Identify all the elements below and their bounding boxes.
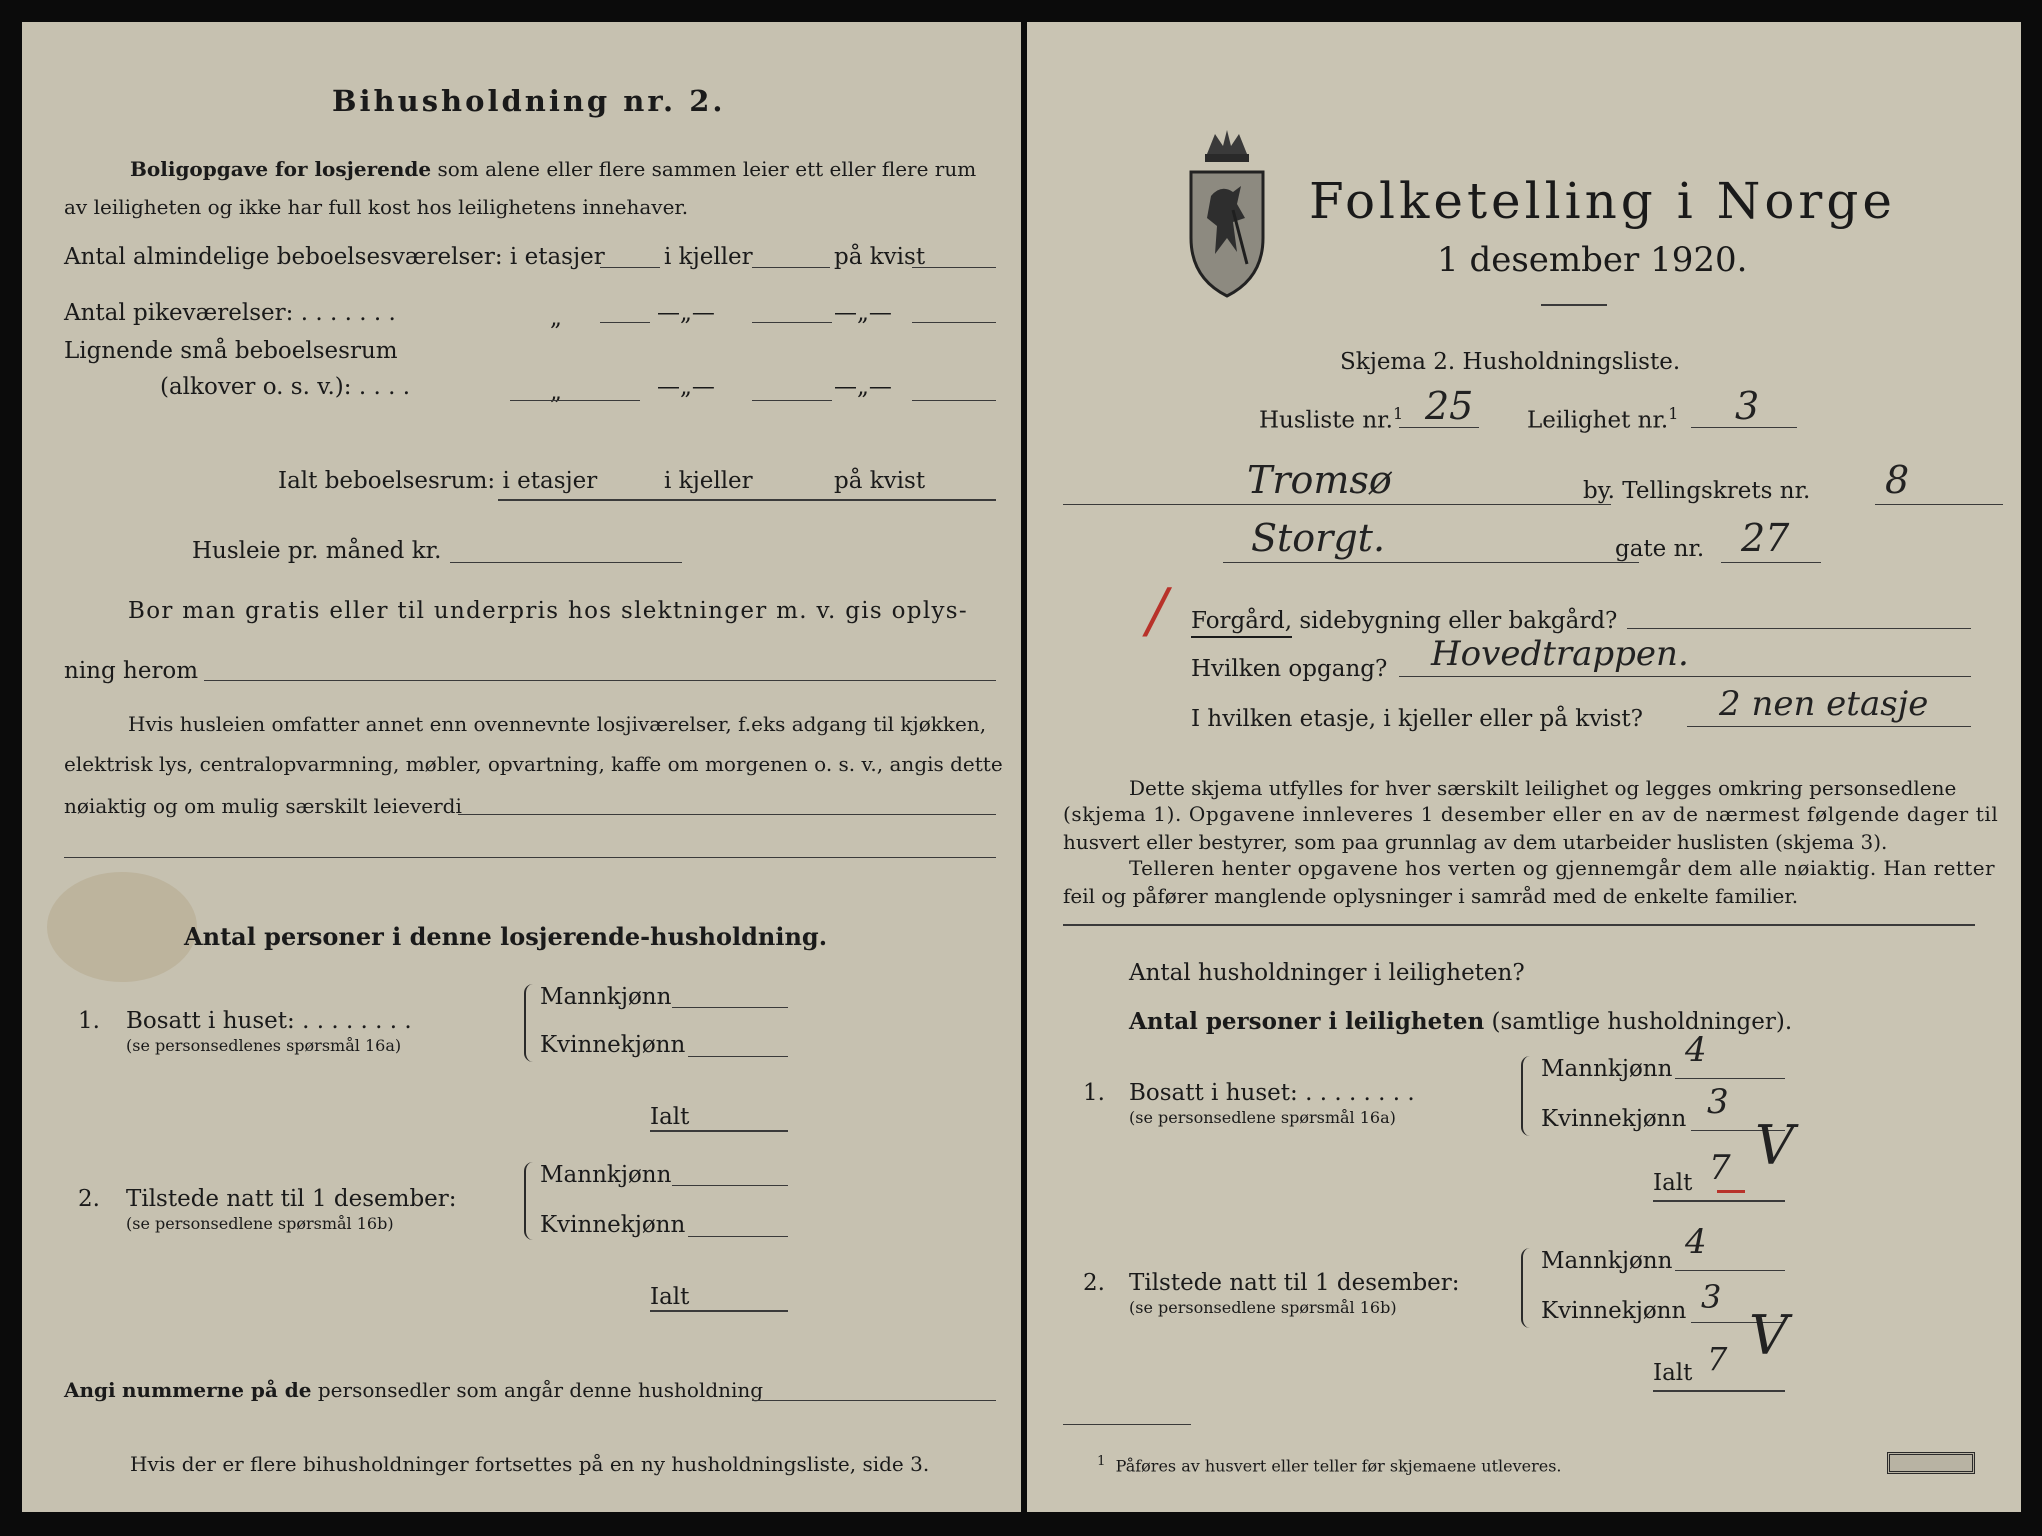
info-para-2: (skjema 1). Opgavene innleveres 1 desember eller en av de nærmest følgende dager til xyxy=(1063,802,1999,826)
q1-kvinne-label: Kvinnekjønn xyxy=(1541,1106,1687,1132)
ialt-kjeller: i kjeller xyxy=(664,468,753,494)
forgard-word: Forgård, xyxy=(1191,608,1292,638)
q2-kvinne-label: Kvinnekjønn xyxy=(1541,1298,1687,1324)
q1-ialt-label: Ialt xyxy=(1653,1170,1693,1196)
bor-man-line-1: Bor man gratis eller til underpris hos slektninger m. v. gis oplys- xyxy=(128,598,968,624)
ditto-dash: —„— xyxy=(657,300,715,326)
pike-label: Antal pikeværelser: . . . . . . . xyxy=(64,300,396,326)
q1-kvinne-value: 3 xyxy=(1707,1082,1729,1122)
opgang-value: Hovedtrappen. xyxy=(1431,634,1689,674)
hvis-line-1: Hvis husleien omfatter annet enn ovennevnte losjiværelser, f.eks adgang til kjøkken, xyxy=(128,712,987,736)
forgard-rest: sidebygning eller bakgård? xyxy=(1299,608,1618,634)
q2-number: 2. xyxy=(1083,1270,1105,1296)
q1-kvinne-label: Kvinnekjønn xyxy=(540,1032,686,1058)
brace xyxy=(1521,1056,1533,1136)
intro-rest: som alene eller flere sammen leier ett eller flere rum xyxy=(437,157,977,181)
leilighet-label-text: Leilighet nr. xyxy=(1527,407,1669,434)
skjema-label: Skjema 2. Husholdningsliste. xyxy=(1340,349,1681,375)
antal-personer-heading: Antal personer i denne losjerende-husholdning. xyxy=(184,922,828,951)
q2-sub: (se personsedlene spørsmål 16b) xyxy=(1129,1298,1397,1317)
rooms-kvist: på kvist xyxy=(834,244,926,270)
printer-stamp-icon xyxy=(1887,1452,1975,1474)
margin-mark: / xyxy=(1147,576,1168,646)
angi-rest: personsedler som angår denne husholdning xyxy=(317,1378,764,1402)
rooms-kjeller: i kjeller xyxy=(664,244,753,270)
angi-line xyxy=(64,1378,763,1402)
q1-ialt-label: Ialt xyxy=(650,1104,690,1130)
husliste-label xyxy=(1259,404,1403,434)
antal-husholdninger: Antal husholdninger i leiligheten? xyxy=(1129,960,1525,986)
opgang-label: Hvilken opgang? xyxy=(1191,656,1388,682)
brace xyxy=(524,984,536,1062)
intro-line-1 xyxy=(130,157,976,181)
footnote-text: Påføres av husvert eller teller før skjemaene utleveres. xyxy=(1115,1456,1562,1476)
page-title: Bihusholdning nr. 2. xyxy=(332,84,726,118)
info-para-5: feil og påfører manglende oplysninger i samråd med de enkelte familier. xyxy=(1063,884,1799,908)
q2-sub: (se personsedlene spørsmål 16b) xyxy=(126,1214,394,1233)
info-para-1: Dette skjema utfylles for hver særskilt leilighet og legges omkring personsedlene xyxy=(1129,776,1957,800)
ditto-dash: —„— xyxy=(834,300,892,326)
stain xyxy=(47,872,197,982)
intro-line-2: av leiligheten og ikke har full kost hos leilighetens innehaver. xyxy=(64,195,689,219)
angi-bold-1: Angi xyxy=(64,1378,116,1402)
q1-label: Bosatt i huset: . . . . . . . . xyxy=(1129,1080,1415,1106)
etasje-label: I hvilken etasje, i kjeller eller på kvist? xyxy=(1191,706,1643,732)
q2-mann-value: 4 xyxy=(1685,1222,1707,1262)
q2-mann-label: Mannkjønn xyxy=(1541,1248,1673,1274)
by-krets-label: by. Tellingskrets nr. xyxy=(1583,478,1811,504)
ditto-mark: „ xyxy=(550,305,562,331)
antal-personer-bold: Antal personer i leiligheten xyxy=(1129,1008,1485,1035)
footnote xyxy=(1097,1454,1562,1475)
q2-ialt-value: 7 xyxy=(1707,1340,1728,1378)
q1-sub: (se personsedlenes spørsmål 16a) xyxy=(126,1036,402,1055)
hvis-line-2: elektrisk lys, centralopvarmning, møbler, opvartning, kaffe om morgenen o. s. v., angis dette xyxy=(64,752,1003,776)
krets-value: 8 xyxy=(1885,458,1910,502)
q1-mann-label: Mannkjønn xyxy=(540,984,672,1010)
lignende-label-1: Lignende små beboelsesrum xyxy=(64,338,398,364)
antal-personer-rest: (samtlige husholdninger). xyxy=(1491,1009,1793,1035)
bor-man-line-2: ning herom xyxy=(64,658,199,684)
intro-bold: Boligopgave for losjerende xyxy=(130,157,432,181)
left-page xyxy=(22,22,1021,1512)
footer-note: Hvis der er flere bihusholdninger fortsettes på en ny husholdningsliste, side 3. xyxy=(130,1452,930,1476)
ialt-rooms-label: Ialt beboelsesrum: i etasjer xyxy=(278,468,598,494)
angi-bold-2: nummerne på de xyxy=(122,1378,312,1402)
q1-mann-value: 4 xyxy=(1685,1030,1707,1070)
brace xyxy=(1521,1248,1533,1328)
husliste-value: 25 xyxy=(1425,384,1474,428)
coat-of-arms-icon xyxy=(1185,126,1269,302)
street-value: Storgt. xyxy=(1251,516,1386,560)
brace xyxy=(524,1162,536,1240)
rooms-label: Antal almindelige beboelsesværelser: i etasjer xyxy=(64,244,605,270)
q1-check-mark: V xyxy=(1755,1114,1794,1177)
q1-number: 1. xyxy=(78,1008,100,1034)
ditto-mark: „ xyxy=(550,379,562,405)
gate-value: 27 xyxy=(1741,516,1790,560)
red-underline xyxy=(1717,1190,1745,1193)
q2-mann-label: Mannkjønn xyxy=(540,1162,672,1188)
footnote-number: 1 xyxy=(1097,1454,1106,1469)
q2-label: Tilstede natt til 1 desember: xyxy=(1129,1270,1460,1296)
info-para-3: husvert eller bestyrer, som paa grunnlag av dem utarbeider huslisten (skjema 3). xyxy=(1063,830,1888,854)
q1-ialt-value: 7 xyxy=(1709,1148,1731,1188)
husleie-label: Husleie pr. måned kr. xyxy=(192,538,442,564)
form-date: 1 desember 1920. xyxy=(1437,240,1748,280)
city-value: Tromsø xyxy=(1247,458,1392,502)
q2-label: Tilstede natt til 1 desember: xyxy=(126,1186,457,1212)
form-title: Folketelling i Norge xyxy=(1309,172,1896,230)
q2-check-mark: V xyxy=(1749,1304,1788,1367)
ialt-kvist: på kvist xyxy=(834,468,926,494)
sup-mark: 1 xyxy=(1668,404,1679,423)
q2-number: 2. xyxy=(78,1186,100,1212)
q2-kvinne-label: Kvinnekjønn xyxy=(540,1212,686,1238)
q1-mann-label: Mannkjønn xyxy=(1541,1056,1673,1082)
leilighet-value: 3 xyxy=(1735,384,1760,428)
q1-sub: (se personsedlene spørsmål 16a) xyxy=(1129,1108,1396,1127)
forgard-line xyxy=(1191,608,1617,634)
gate-label: gate nr. xyxy=(1615,536,1705,562)
q1-number: 1. xyxy=(1083,1080,1105,1106)
etasje-value: 2 nen etasje xyxy=(1719,684,1929,724)
lignende-label-2: (alkover o. s. v.): . . . . xyxy=(160,374,411,400)
q2-ialt-label: Ialt xyxy=(1653,1360,1693,1386)
q2-kvinne-value: 3 xyxy=(1701,1278,1722,1316)
q1-label: Bosatt i huset: . . . . . . . . xyxy=(126,1008,412,1034)
info-para-4: Telleren henter opgavene hos verten og gjennemgår dem alle nøiaktig. Han retter xyxy=(1129,856,1995,880)
sup-mark: 1 xyxy=(1392,404,1404,423)
hvis-line-3: nøiaktig og om mulig særskilt leieverdi xyxy=(64,794,462,818)
ditto-dash: —„— xyxy=(834,374,892,400)
leilighet-label xyxy=(1527,404,1678,434)
q2-ialt-label: Ialt xyxy=(650,1284,690,1310)
right-page xyxy=(1027,22,2021,1512)
ditto-dash: —„— xyxy=(657,374,715,400)
husliste-label-text: Husliste nr. xyxy=(1259,407,1393,434)
